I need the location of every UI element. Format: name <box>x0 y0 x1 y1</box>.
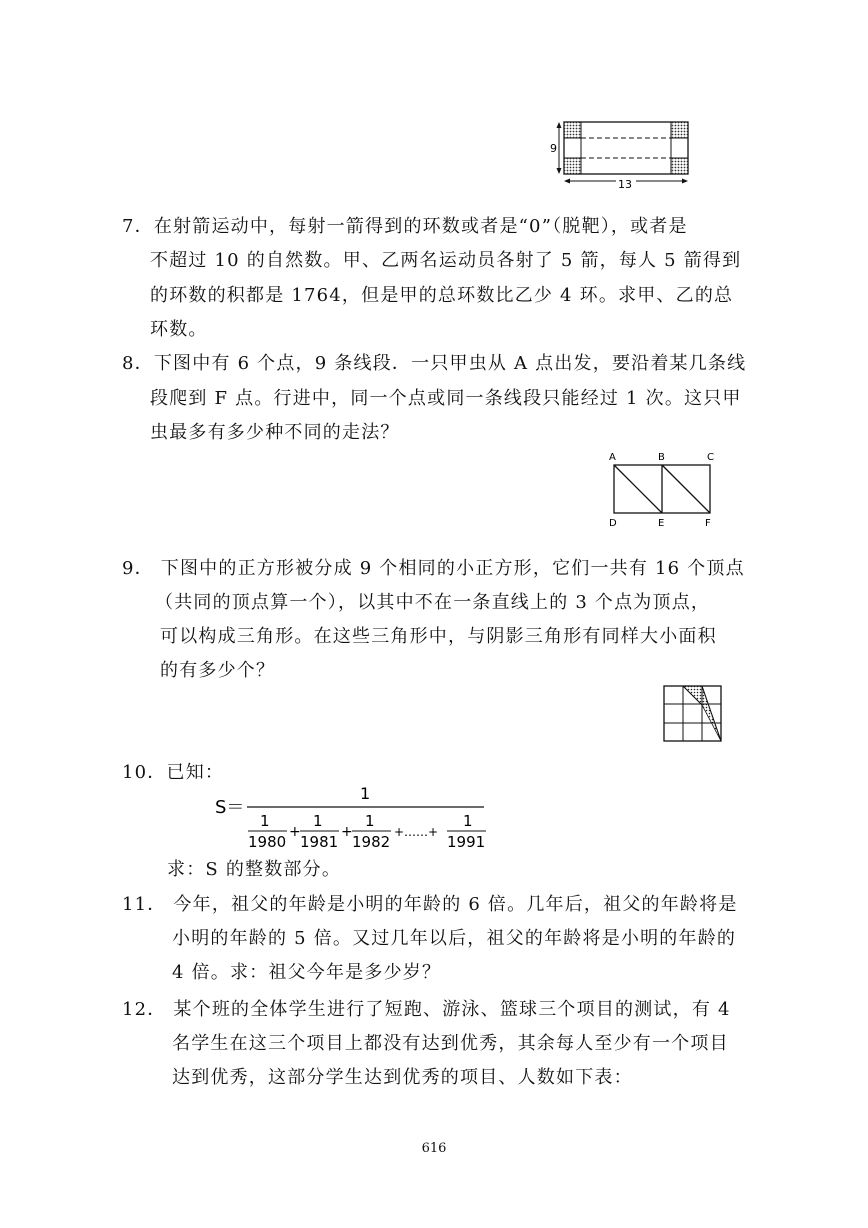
width-label: 13 <box>618 178 632 191</box>
frac3-den: 1982 <box>352 833 391 851</box>
s-formula <box>210 780 500 856</box>
frac2-den: 1981 <box>300 833 339 851</box>
q8-line2: 段爬到 F 点。行进中，同一个点或同一条线段只能经过 1 次。这只甲 <box>150 388 742 409</box>
q10-intro: 10．已知： <box>122 762 225 783</box>
frac1-num: 1 <box>260 812 270 830</box>
q11-line2: 小明的年龄的 5 倍。又过几年以后，祖父的年龄将是小明的年龄的 <box>172 928 737 949</box>
frac3-num: 1 <box>365 812 375 830</box>
point-a-label: A <box>609 452 616 463</box>
s-label: S＝ <box>215 797 245 818</box>
q12-line3: 达到优秀，这部分学生达到优秀的项目、人数如下表： <box>172 1067 633 1088</box>
plus-ellipsis: +……+ <box>394 825 439 839</box>
q9-line4: 的有多少个？ <box>160 660 276 681</box>
q12-line1: 12． 某个班的全体学生进行了短跑、游泳、篮球三个项目的测试，有 4 <box>122 999 731 1020</box>
frac1-den: 1980 <box>248 833 287 851</box>
point-d-label: D <box>609 518 617 529</box>
frac4-num: 1 <box>463 812 473 830</box>
point-e-label: E <box>658 518 665 529</box>
q10-ask: 求：S 的整数部分。 <box>167 859 342 880</box>
q7-line3: 的环数的积都是 1764，但是甲的总环数比乙少 4 环。求甲、乙的总 <box>150 285 734 306</box>
grid-triangle-figure <box>663 685 723 743</box>
q8-line1: 8．下图中有 6 个点，9 条线段．一只甲虫从 A 点出发，要沿着某几条线 <box>122 353 747 374</box>
plus-2: + <box>341 824 353 840</box>
q7-line2: 不超过 10 的自然数。甲、乙两名运动员各射了 5 箭，每人 5 箭得到 <box>150 250 742 271</box>
q9-line2: （共同的顶点算一个），以其中不在一条直线上的 3 个点为顶点， <box>155 592 711 613</box>
q11-line3: 4 倍。求：祖父今年是多少岁？ <box>172 962 442 983</box>
q7-line1: 7．在射箭运动中，每射一箭得到的环数或者是“0”（脱靶），或者是 <box>122 216 688 237</box>
plus-1: + <box>289 824 301 840</box>
beetle-path-figure <box>604 448 724 530</box>
point-f-label: F <box>705 518 711 529</box>
q8-line3: 虫最多有多少种不同的走法？ <box>150 422 400 443</box>
page-number: 616 <box>421 1141 447 1156</box>
point-b-label: B <box>658 452 665 463</box>
q12-line2: 名学生在这三个项目上都没有达到优秀，其余每人至少有一个项目 <box>172 1033 729 1054</box>
box-net-figure <box>548 112 698 192</box>
q11-line1: 11． 今年，祖父的年龄是小明的年龄的 6 倍。几年后，祖父的年龄将是 <box>122 894 738 915</box>
q9-line1: 9． 下图中的正方形被分成 9 个相同的小正方形，它们一共有 16 个顶点 <box>122 558 745 579</box>
q7-line4: 环数。 <box>150 319 208 340</box>
q9-line3: 可以构成三角形。在这些三角形中，与阴影三角形有同样大小面积 <box>160 626 717 647</box>
height-label: 9 <box>550 142 557 155</box>
frac4-den: 1991 <box>447 833 486 851</box>
point-c-label: C <box>707 452 714 463</box>
frac2-num: 1 <box>313 812 323 830</box>
formula-numerator: 1 <box>360 784 371 803</box>
